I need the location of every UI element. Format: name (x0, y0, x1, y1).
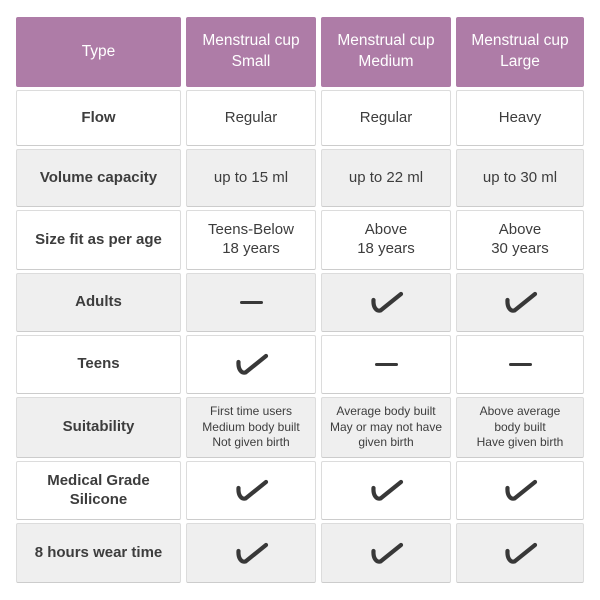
value-cell (321, 523, 451, 583)
value-cell (186, 273, 316, 332)
cell-text-line: 18 years (222, 240, 280, 257)
value-cell (456, 90, 584, 146)
value-cell (321, 335, 451, 394)
cell-text-line: given birth (358, 435, 414, 450)
check-icon (502, 477, 539, 504)
header-cell-column (456, 17, 584, 87)
cell-text-line: Regular (224, 108, 278, 126)
row-label (16, 461, 181, 520)
value-cell (456, 461, 584, 520)
value-cell (186, 461, 316, 520)
header-cell-column (321, 17, 451, 87)
cell-text-line: Medical Grade Silicone (47, 471, 150, 508)
value-cell (321, 90, 451, 146)
value-cell (321, 149, 451, 207)
value-cell (456, 523, 584, 583)
cell-text-line: 30 years (491, 240, 549, 257)
row-label (16, 335, 181, 394)
header-cell-column (186, 17, 316, 87)
cell-text-line: Above (364, 221, 408, 239)
check-icon (368, 540, 405, 567)
cell-text-line: Suitability (62, 418, 135, 436)
value-cell (186, 90, 316, 146)
value-cell (321, 273, 451, 332)
dash-icon (375, 363, 398, 367)
value-cell (321, 397, 451, 458)
cell-text-line: Teens (77, 355, 120, 373)
row-label (16, 273, 181, 332)
cell-text-line: Medium body built (202, 419, 300, 434)
value-cell (456, 149, 584, 207)
value-cell (186, 397, 316, 458)
check-icon (502, 540, 539, 567)
cell-text-line: Medium (358, 53, 414, 70)
cell-text-line: 8 hours wear time (34, 543, 163, 561)
value-cell (456, 335, 584, 394)
cell-text-line: body built (494, 419, 546, 434)
cell-text-line: Volume capacity (39, 168, 158, 186)
cell-text-line: Have given birth (476, 435, 564, 450)
cell-text-line: Average body built (336, 404, 436, 419)
check-icon (368, 477, 405, 504)
cell-text-line: Size fit as per age (35, 230, 162, 248)
cell-text-line: Above average (479, 404, 561, 419)
cell-text-line: up to 15 ml (213, 168, 289, 186)
row-label (16, 523, 181, 583)
header-cell-type (16, 17, 181, 87)
cell-text-line: Not given birth (212, 435, 290, 450)
value-cell (321, 210, 451, 270)
cell-text-line: Heavy (498, 108, 542, 126)
row-label (16, 90, 181, 146)
value-cell (456, 397, 584, 458)
value-cell (186, 210, 316, 270)
cell-text-line: Small (231, 53, 271, 70)
cell-text-line: up to 22 ml (348, 168, 424, 186)
cell-text-line: 18 years (357, 240, 415, 257)
cell-text-line: Menstrual cup (471, 32, 569, 50)
value-cell (321, 461, 451, 520)
cell-text-line: First time users (209, 404, 292, 419)
row-label (16, 210, 181, 270)
value-cell (186, 523, 316, 583)
row-label (16, 397, 181, 458)
check-icon (233, 540, 270, 567)
value-cell (186, 335, 316, 394)
comparison-table (16, 17, 584, 583)
cell-text-line: up to 30 ml (482, 168, 558, 186)
check-icon (502, 289, 539, 316)
cell-text-line: Above (498, 221, 542, 239)
cell-text-line: Type (81, 42, 116, 60)
cell-text-line: Menstrual cup (337, 32, 435, 50)
row-label (16, 149, 181, 207)
value-cell (456, 273, 584, 332)
cell-text-line: Teens-Below (208, 221, 294, 239)
value-cell (186, 149, 316, 207)
cell-text-line: Regular (359, 108, 413, 126)
check-icon (233, 477, 270, 504)
cell-text-line: Large (500, 53, 540, 70)
dash-icon (509, 363, 532, 367)
cell-text-line: May or may not have (329, 419, 443, 434)
cell-text-line: Flow (81, 108, 116, 126)
cell-text-line: Adults (75, 293, 122, 311)
check-icon (368, 289, 405, 316)
dash-icon (240, 301, 263, 305)
value-cell (456, 210, 584, 270)
cell-text-line: Menstrual cup (202, 32, 300, 50)
check-icon (233, 351, 270, 378)
